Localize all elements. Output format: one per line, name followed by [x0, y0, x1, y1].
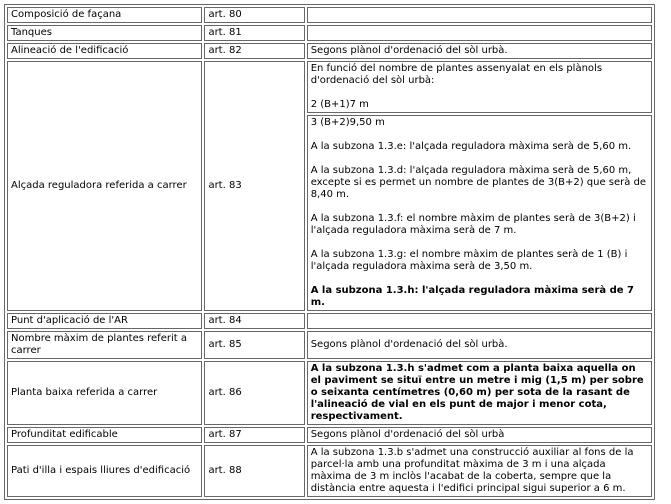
content-cell	[307, 7, 652, 23]
content-paragraph: A la subzona 1.3.e: l'alçada reguladora màxima serà de 5,60 m.	[310, 141, 632, 152]
content-cell	[307, 313, 652, 329]
content-cell	[307, 61, 652, 113]
article-number: art. 85	[208, 339, 242, 350]
row-label-cell	[7, 43, 202, 59]
article-number: art. 81	[208, 27, 242, 38]
article-cell	[204, 331, 304, 359]
row-label: Composició de façana	[11, 9, 122, 20]
regulations-table	[4, 4, 655, 500]
content-paragraph: 2 (B+1)7 m	[310, 99, 369, 110]
row-label-cell	[7, 7, 202, 23]
row-label-cell	[7, 313, 202, 329]
article-cell	[204, 7, 304, 23]
article-number: art. 82	[208, 45, 242, 56]
content-paragraph: 3 (B+2)9,50 m	[310, 117, 385, 128]
content-cell	[307, 25, 652, 41]
content-paragraph: A la subzona 1.3.f: el nombre màxim de plantes serà de 3(B+2) i l'alçada reguladora màxima serà de 7 m.	[310, 213, 636, 236]
article-cell	[204, 427, 304, 443]
content-cell	[307, 43, 652, 59]
content-cell	[307, 427, 652, 443]
content-paragraph: A la subzona 1.3.g: el nombre màxim de plantes serà de 1 (B) i l'alçada reguladora màxima serà de 3,50 m.	[310, 249, 628, 272]
table-row-art-86	[7, 361, 652, 425]
article-cell	[204, 61, 304, 311]
row-label: Pati d'illa i espais lliures d'edificació	[11, 465, 191, 476]
table-row-art-87	[7, 427, 652, 443]
table-row-art-82	[7, 43, 652, 59]
article-number: art. 80	[208, 9, 242, 20]
row-label-cell	[7, 445, 202, 497]
article-number: art. 83	[208, 180, 242, 191]
content-paragraph-bold: A la subzona 1.3.h: l'alçada reguladora màxima serà de 7 m.	[310, 285, 635, 308]
table-row-art-83-intro	[7, 61, 652, 113]
content-text: Segons plànol d'ordenació del sòl urbà	[310, 429, 505, 440]
content-paragraph: A la subzona 1.3.d: l'alçada reguladora màxima serà de 5,60 m, excepte si es permet un nombre de plantes de 3(B+2) que serà de 8,40 m.	[310, 165, 647, 200]
article-cell	[204, 43, 304, 59]
content-text: Segons plànol d'ordenació del sòl urbà.	[310, 339, 508, 350]
content-paragraph: En funció del nombre de plantes assenyalat en els plànols d'ordenació del sòl urbà:	[310, 63, 603, 86]
article-number: art. 84	[208, 315, 242, 326]
content-cell	[307, 115, 652, 311]
article-number: art. 87	[208, 429, 242, 440]
content-text-bold: A la subzona 1.3.h s'admet com a planta baixa aquella on el paviment se situï entre un metre i mig (1,5 m) per sobre o seixanta centímetres (0,60 m) per sota de la rasant de l'alineació de vial en els punt de major i menor cota, respectivament.	[310, 363, 644, 422]
article-number: art. 88	[208, 465, 242, 476]
content-text	[311, 9, 648, 21]
row-label: Profunditat edificable	[11, 429, 118, 440]
article-cell	[204, 361, 304, 425]
row-label: Nombre màxim de plantes referit a carrer	[11, 333, 187, 356]
article-cell	[204, 25, 304, 41]
row-label-cell	[7, 361, 202, 425]
article-number: art. 86	[208, 387, 242, 398]
row-label: Alineació de l'edificació	[11, 45, 129, 56]
content-text: Segons plànol d'ordenació del sòl urbà.	[310, 45, 508, 56]
article-cell	[204, 445, 304, 497]
table-row-art-81	[7, 25, 652, 41]
content-cell	[307, 331, 652, 359]
row-label: Punt d'aplicació de l'AR	[11, 315, 128, 326]
content-cell	[307, 445, 652, 497]
content-text	[311, 27, 648, 39]
row-label: Tanques	[11, 27, 52, 38]
row-label-cell	[7, 61, 202, 311]
row-label: Planta baixa referida a carrer	[11, 387, 158, 398]
row-label-cell	[7, 25, 202, 41]
table-row-art-84	[7, 313, 652, 329]
content-cell	[307, 361, 652, 425]
table-row-art-80	[7, 7, 652, 23]
row-label: Alçada reguladora referida a carrer	[11, 180, 187, 191]
article-cell	[204, 313, 304, 329]
content-text: A la subzona 1.3.b s'admet una construcció auxiliar al fons de la parcel·la amb una profunditat màxima de 3 m i una alçada màxima de 3 m inclòs l'acabat de la coberta, sempre que la distància entre aquesta i l'edifici principal sigui superior a 6 m.	[310, 447, 634, 494]
row-label-cell	[7, 331, 202, 359]
row-label-cell	[7, 427, 202, 443]
table-row-art-85	[7, 331, 652, 359]
table-row-art-88	[7, 445, 652, 497]
content-text	[311, 315, 648, 327]
